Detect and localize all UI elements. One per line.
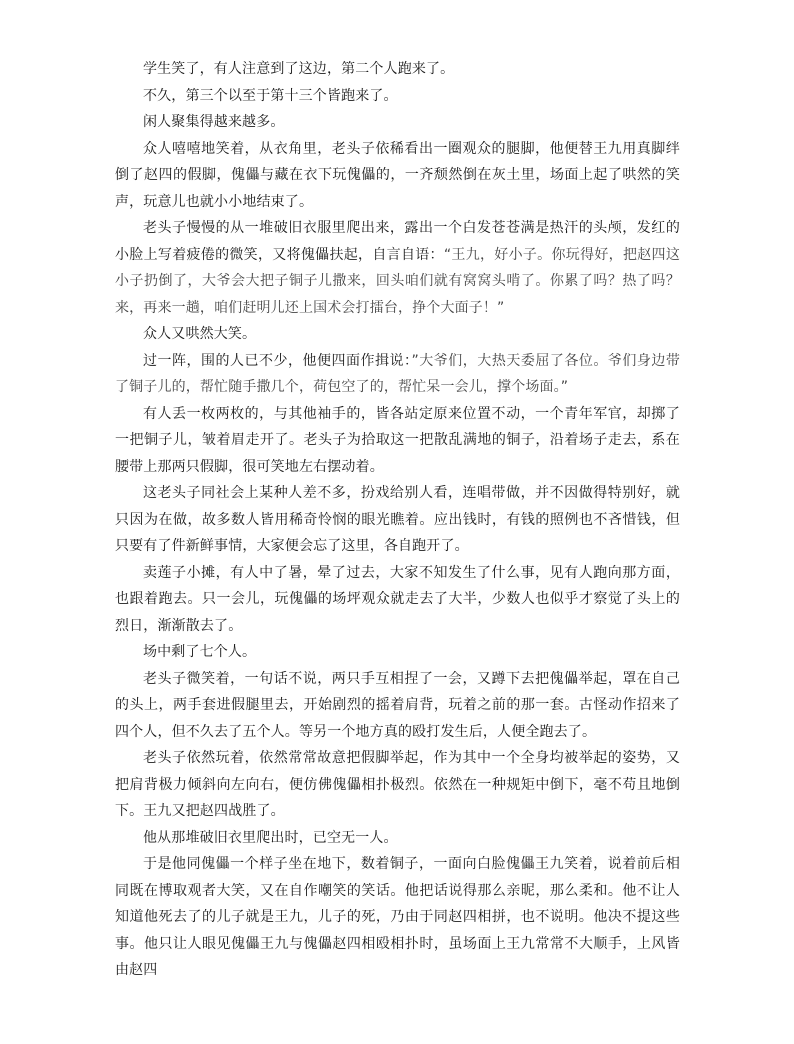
quoted-speech: “王九，好小子。你玩得好，把赵四这小子扔倒了，大爷会大把子铜子儿撒来，回头咱们就有窝窝头啃了。你累了吗？热了吗？来，再来一趟，咱们赶明儿还上国术会打擂台，挣个大面子！” [115,246,680,316]
paragraph-12: 老头子微笑着，一句话不说，两只手互相捏了一会，又蹲下去把傀儡举起，罩在自己的头上，两手套进假腿里去，开始剧烈的摇着肩背，玩着之前的那一套。古怪动作招来了四个人，但不久去了五个人。等另一个地方真的殴打发生后，人便全跑去了。 [115,670,680,740]
paragraph-3: 闲人聚集得越来越多。 [143,114,285,130]
paragraph-9: 这老头子同社会上某种人差不多，扮戏给别人看，连唱带做，并不因做得特别好，就只因为在做，故多数人皆用稀奇怜悯的眼光瞧着。应出钱时，有钱的照例也不吝惜钱，但只要有了件新鲜事情，大家便会忘了这里，各自跑开了。 [115,485,680,554]
paragraph-2: 不久，第三个以至于第十三个皆跑来了。 [143,87,398,104]
document-page [115,56,680,984]
paragraph-8: 有人丢一枚两枚的，与其他袖手的，皆各站定原来位置不动，一个青年军官，却掷了一把铜子儿，皱着眉走开了。老头子为拾取这一把散乱满地的铜子，沿着场子走去，系在腰带上那两只假脚，很可笑地左右摆动着。 [115,405,680,475]
paragraph-14: 他从那堆破旧衣里爬出时，已空无一人。 [143,829,398,846]
narration-text: 过一阵，围的人已不少，他便四面作揖说： [143,352,412,369]
paragraph-7 [115,348,680,401]
paragraph-11: 场中剩了七个人。 [143,644,257,660]
paragraph-1: 学生笑了，有人注意到了这边，第二个人跑来了。 [143,61,455,77]
narration-text: 老头子慢慢的从一堆破旧衣服里爬出来，露出一个白发苍苍满是热汗的头颅，发红的小脸上写着疲倦的微笑，又将傀儡扶起，自言自语： [115,220,680,263]
paragraph-13: 老头子依然玩着，依然常常故意把假脚举起，作为其中一个全身均被举起的姿势，又把肩背极力倾斜向左向右，便仿佛傀儡相扑极烈。依然在一种规矩中倒下，毫不苟且地倒下。王九又把赵四战胜了。 [115,750,680,819]
paragraph-10: 卖莲子小摊，有人中了暑，晕了过去，大家不知发生了什么事，见有人跑向那方面，也跟着跑去。只一会儿，玩傀儡的场坪观众就走去了大半，少数人也似乎才察觉了头上的烈日，渐渐散去了。 [115,564,680,634]
paragraph-15: 于是他同傀儡一个样子坐在地下，数着铜子，一面向白脸傀儡王九笑着，说着前后相同既在博取观者大笑，又在自作嘲笑的笑话。他把话说得那么亲昵，那么柔和。他不让人知道他死去了的儿子就是王九，儿子的死，乃由于同赵四相拼，也不说明。他决不提这些事。他只让人眼见傀儡王九与傀儡赵四相殴相扑时，虽场面上王九常常不大顺手，上风皆由赵四 [115,856,680,978]
quoted-speech: ”大爷们，大热天委屈了各位。爷们身边带了铜子儿的，帮忙随手撒几个，荷包空了的，帮忙呆一会儿，撑个场面。” [115,352,680,395]
paragraph-5 [115,215,680,321]
paragraph-4: 众人嘻嘻地笑着，从衣角里，老头子依稀看出一圈观众的腿脚，他便替王九用真脚绊倒了赵四的假脚，傀儡与藏在衣下玩傀儡的，一齐颓然倒在灰土里，场面上起了哄然的笑声，玩意儿也就小小地结束了。 [115,140,680,210]
paragraph-6: 众人又哄然大笑。 [143,326,257,342]
